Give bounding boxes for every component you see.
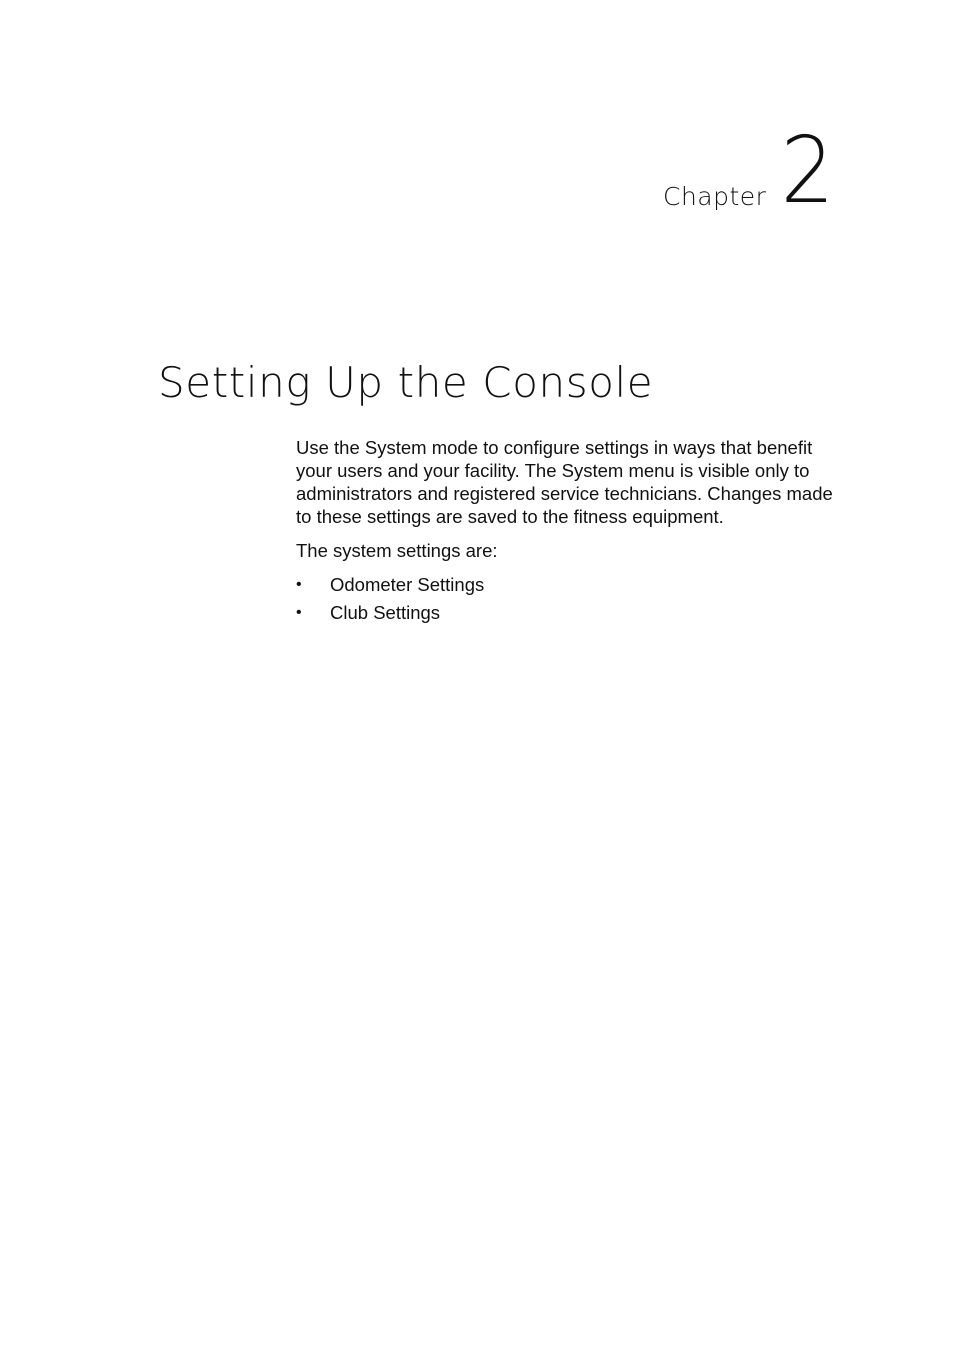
page-title: Setting Up the Console <box>158 358 654 407</box>
intro-paragraph: Use the System mode to configure settings in ways that benefit your users and your facility. The System menu is visible only to administrators and registered service technicians. Changes made to these settings are saved to the fitness equipment. <box>296 437 833 527</box>
list-item <box>296 601 836 624</box>
settings-list <box>296 573 836 624</box>
chapter-label: Chapter <box>663 181 767 211</box>
bullet-icon: • <box>296 576 302 593</box>
chapter-heading <box>663 117 834 224</box>
chapter-number: 2 <box>781 117 834 224</box>
list-item <box>296 573 836 596</box>
list-item-label: Club Settings <box>330 602 441 623</box>
bullet-icon: • <box>296 604 302 621</box>
list-lead-paragraph: The system settings are: <box>296 540 498 561</box>
list-item-label: Odometer Settings <box>330 574 485 595</box>
body-text <box>296 436 836 629</box>
